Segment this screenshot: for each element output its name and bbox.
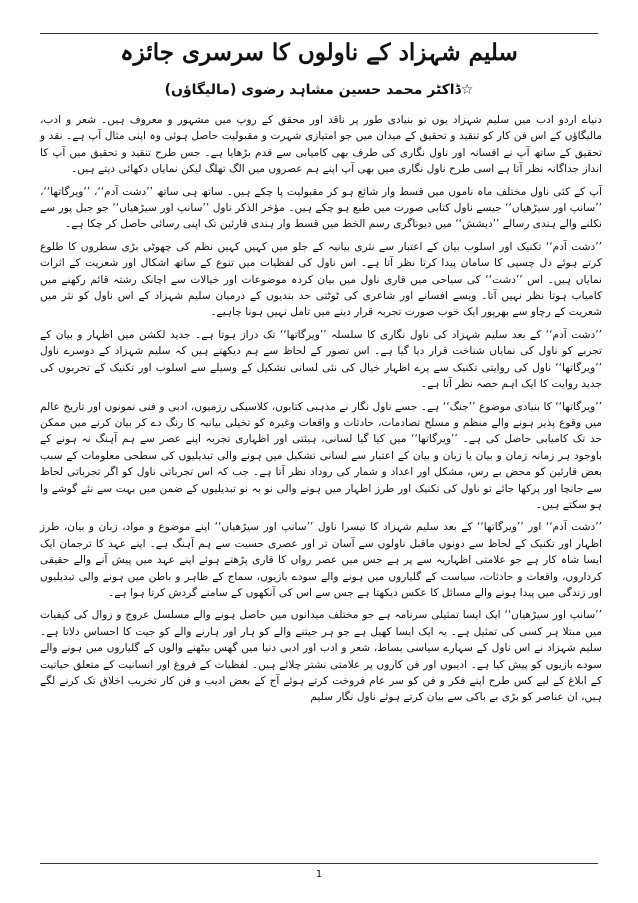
paragraph: ’’دشت آدم‘‘ اور ’’ویرگاتھا‘‘ کے بعد سلیم شہزاد کا تیسرا ناول ’’سانپ اور سیڑھیاں‘‘ اپنے موضوع و مواد، زبان و بیان، طرز اظہار اور تکنیک کے لحاظ سے دونوں ماقبل ناولوں سے آسان تر اور عصری حسیت سے ہم آہنگ ہے۔ اپنے عہد کا ترجمان ایک ایسا شاہ کار ہے جو علامتی اظہاریہ سے پر ہے جس میں عصر رواں کا قاری پڑھتے ہوئے اپنے عہد میں پیش آنے والے حقیقی کرداروں، واقعات و حادثات، سیاست کے گلیاروں میں ہونے والے سودے بازیوں، سماج کے ظاہر و باطن میں ہونے والی تبدیلیوں اور زندگی میں پیدا ہونے والے مسائل کا عکس دیکھتا ہے جس سے اس کی آنکھوں کے سامنے گردش کرتا ہوا ہے۔ bbox=[40, 521, 602, 599]
bottom-rule bbox=[40, 863, 598, 864]
article-body bbox=[40, 112, 602, 712]
paragraph: ’’دشت آدم‘‘ تکنیک اور اسلوب بیان کے اعتبار سے نثری بیانیہ کے جلو میں کہیں کہیں نظم کی چھوٹی بڑی سطروں کا طلوع کرتے ہوئے دل چسپی کا سامان پیدا کرتا نظر آتا ہے۔ اس ناول کی لفظیات میں تنوع کے ساتھ اشکال اور شعریت کے اثرات نمایاں ہیں۔ اس ’’دشت‘‘ کی سیاحی میں قاری ناول میں بیان کردہ موضوعات اور خیالات سے اچانک رشتہ قائم رکھنے میں کامیاب ہوتا نظر نہیں آتا۔ ویسے افسانے اور شاعری کی ٹوٹتی حد بندیوں کے درمیان سلیم شہزاد کے اس ناول کو نثر میں شعریت کے رچاو سے بھرپور ایک خوب صورت تجربہ قرار دینے میں تامل نہیں ہونا چاہیے۔ bbox=[40, 240, 602, 319]
paragraph: ’’سانپ اور سیڑھیاں‘‘ ایک ایسا تمثیلی سرنامہ ہے جو مختلف میدانوں میں حاصل ہونے والے مسلسل عروج و زوال کی کیفیات میں مبتلا ہر کسی کی تمثیل ہے۔ یہ ایک ایسا کھیل ہے جو ہر جیتنے والے کو ہار اور ہارنے والے کو جیت کا احساس دلاتا ہے۔ سلیم شہزاد نے اس ناول کے سہارے سیاسی بساط، شعر و ادب اور ادبی دنیا میں گھس بیٹھنے والوں کے گلیاروں میں ہونے والے سودے بازیوں کو پیش کیا ہے۔ ادیبوں اور فن کاروں پر علامتی نشتر چلائے ہیں۔ لفظیات کے فروغ اور انسانیت کے متعلق حیاتیت کے ابلاغ کے لیے کس طرح اپنے فکر و فن کو سر عام فروخت کرتے ہوئے آج کے بعض ادیب و فن کار تخریب اخلاق تک کرنے لگے ہیں، ان عناصر کو بڑی بے باکی سے بیان کرتے ہوئے ناول نگار سلیم bbox=[40, 609, 602, 704]
paragraph: دنیاے اردو ادب میں سلیم شہزاد یوں تو بنیادی طور پر ناقد اور محقق کے روپ میں مشہور و معروف ہیں۔ شعر و ادب، مالیگاؤں کے اس فن کار کو تنقید و تحقیق کے میدان میں جو امتیازی شہرت و مقبولیت حاصل ہوئی وہ اپنی مثال آپ ہے۔ نقد و تحقیق کے ساتھ آپ نے افسانہ اور ناول نگاری کی طرف بھی کامیابی سے قدم بڑھایا ہے۔ جس طرح تنقید و تحقیق میں آپ کا انداز جداگانہ نظر آتا ہے اسی طرح ناول نگاری میں بھی آپ اپنے ہم عصروں میں الگ تھلگ لیکن نمایاں دکھائی دیتے ہیں۔ bbox=[40, 114, 602, 176]
page-number: 1 bbox=[315, 869, 323, 880]
paragraph: آپ کے کئی ناول مختلف ماہ ناموں میں قسط وار شائع ہو کر مقبولیت پا چکے ہیں۔ ساتھ ہی ساتھ ’’دشت آدم‘‘، ’’ویرگاتھا‘‘، ’’سانپ اور سیڑھیاں‘‘ جیسے ناول کتابی صورت میں طبع ہو چکے ہیں۔ مؤخر الذکر ناول ’’سانپ اور سیڑھیاں‘‘ جو جبل پور سے نکلنے والے ہندی رسالے ’’دیشش‘‘ میں دیوناگری رسم الخط میں قسط وار ہندی قارئین تک اپنی رسائی حاصل کر چکا ہے۔ bbox=[40, 185, 602, 231]
paragraph: ’’دشت آدم‘‘ کے بعد سلیم شہزاد کی ناول نگاری کا سلسلہ ’’ویرگاتھا‘‘ تک دراز ہوتا ہے۔ جدید لکشن میں اظہار و بیان کے تجربے کو ناول کی نمایاں شناخت قرار دیا گیا ہے۔ اس تصور کے لحاظ سے ہم دیکھتے ہیں کہ سلیم شہزاد کے دوسرے ناول ’’ویرگاتھا‘‘ ناول کی روایتی تکنیک سے پرے اظہار خیال کی نئی لسانی تشکیل کے وسیلے سے اسلوب اور تکنیک کے تجربوں کی جدید روایت کا ایک اہم حصہ نظر آتا ہے۔ bbox=[40, 328, 602, 391]
document-title: سلیم شہزاد کے ناولوں کا سرسری جائزہ bbox=[120, 39, 518, 66]
author-line: ☆ڈاکٹر محمد حسین مشاہد رضوی (مالیگاؤں) bbox=[164, 82, 474, 98]
paragraph: ’’ویرگاتھا‘‘ کا بنیادی موضوع ’’جنگ‘‘ ہے۔ جسے ناول نگار نے مذہبی کتابوں، کلاسیکی رزمیوں، ادبی و فنی نمونوں اور تاریخ عالم میں وقوع پذیر ہونے والے منظم و مسلح تصادمات، حادثات و واقعات وغیرہ کو تخیلی بیانیہ کا رنگ دے کر بیان کرنے میں ممکن حد تک کامیابی حاصل کی ہے۔ ’’ویرگاتھا‘‘ میں کیا گیا لسانی، ہیئتی اور اظہاری تجربہ اپنے عصر سے ہم آہنگ نہ ہونے کے باوجود ہر زمانہ زمان و بیان یا زبان و بیان کے اعتبار سے لسانی تشکیل میں ہونے والی تبدیلیوں کی سطحی معلومات کے سبب بعض قارئین کو محض بے رس، مشکل اور اعداد و شمار کی روداد نظر آتا ہے۔ جب کہ اس تجرباتی ناول کو اگر تجرباتی لحاظ سے جانچا اور پرکھا جائے تو ناول کی تکنیک اور طرز اظہار میں ہونے والی نو بہ نو تبدیلیوں کے ضمن میں بہت سے نئے گوشے وا ہو سکتے ہیں۔ bbox=[40, 400, 602, 511]
top-rule bbox=[40, 33, 598, 34]
